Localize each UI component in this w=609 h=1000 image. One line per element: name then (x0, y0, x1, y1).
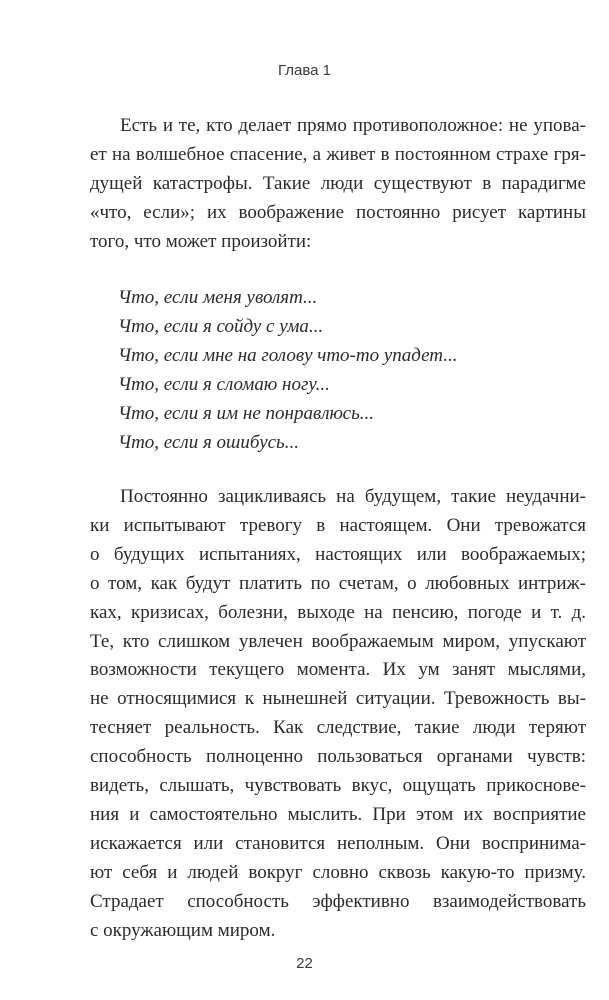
paragraph-line: возможности текущего момента. Их ум занят мыслями, (90, 659, 586, 681)
paragraph-1 (90, 112, 586, 257)
paragraph-line: Страдает способность эффективно взаимодействовать (90, 890, 586, 912)
paragraph-line: видеть, слышать, чувствовать вкус, ощущать прикоснове- (90, 775, 586, 797)
list-item: Что, если мне на голову что-то упадет... (118, 345, 458, 366)
list-item: Что, если меня уволят... (118, 287, 318, 308)
paragraph-line: способность полноценно пользоваться органами чувств: (90, 746, 586, 768)
list-item: Что, если я сойду с ума... (118, 316, 324, 337)
paragraph-line: о том, как будут платить по счетам, о любовных интриж- (90, 572, 586, 594)
paragraph-line: не относящимися к нынешней ситуации. Тревожность вы- (90, 688, 586, 710)
paragraph-line: дущей катастрофы. Такие люди существуют в парадигме (90, 172, 586, 194)
paragraph-line: ет на волшебное спасение, а живет в постоянном страхе гря- (90, 143, 586, 165)
paragraph-line: искажается или становится неполным. Они воспринима- (90, 832, 586, 854)
paragraph-line: ках, кризисах, болезни, выходе на пенсию, погоде и т. д. (90, 601, 586, 623)
paragraph-line: о будущих испытаниях, настоящих или воображаемых; (90, 543, 586, 565)
paragraph-line: ки испытывают тревогу в настоящем. Они тревожатся (90, 514, 586, 536)
what-if-list (118, 283, 578, 457)
list-item: Что, если я ошибусь... (118, 432, 299, 453)
paragraph-line: с окружающим миром. (90, 919, 276, 941)
paragraph-line: Постоянно зацикливаясь на будущем, такие неудачни- (120, 486, 586, 507)
paragraph-line: того, что может произойти: (90, 230, 312, 252)
paragraph-line: тесняет реальность. Как следствие, такие люди теряют (90, 717, 586, 739)
paragraph-line: Те, кто слишком увлечен воображаемым миром, упускают (90, 630, 586, 652)
paragraph-line: ния и самостоятельно мыслить. При этом их восприятие (90, 803, 586, 825)
paragraph-line: ют себя и людей вокруг словно сквозь какую-то призму. (90, 861, 586, 883)
paragraph-line: Есть и те, кто делает прямо противоположное: не упова- (120, 115, 586, 136)
list-item: Что, если я сломаю ногу... (118, 374, 330, 395)
paragraph-line: «что, если»; их воображение постоянно рисует картины (90, 201, 586, 223)
page-number: 22 (296, 955, 313, 972)
paragraph-2 (90, 483, 586, 946)
running-header: Глава 1 (277, 62, 332, 79)
list-item: Что, если я им не понравлюсь... (118, 403, 374, 424)
